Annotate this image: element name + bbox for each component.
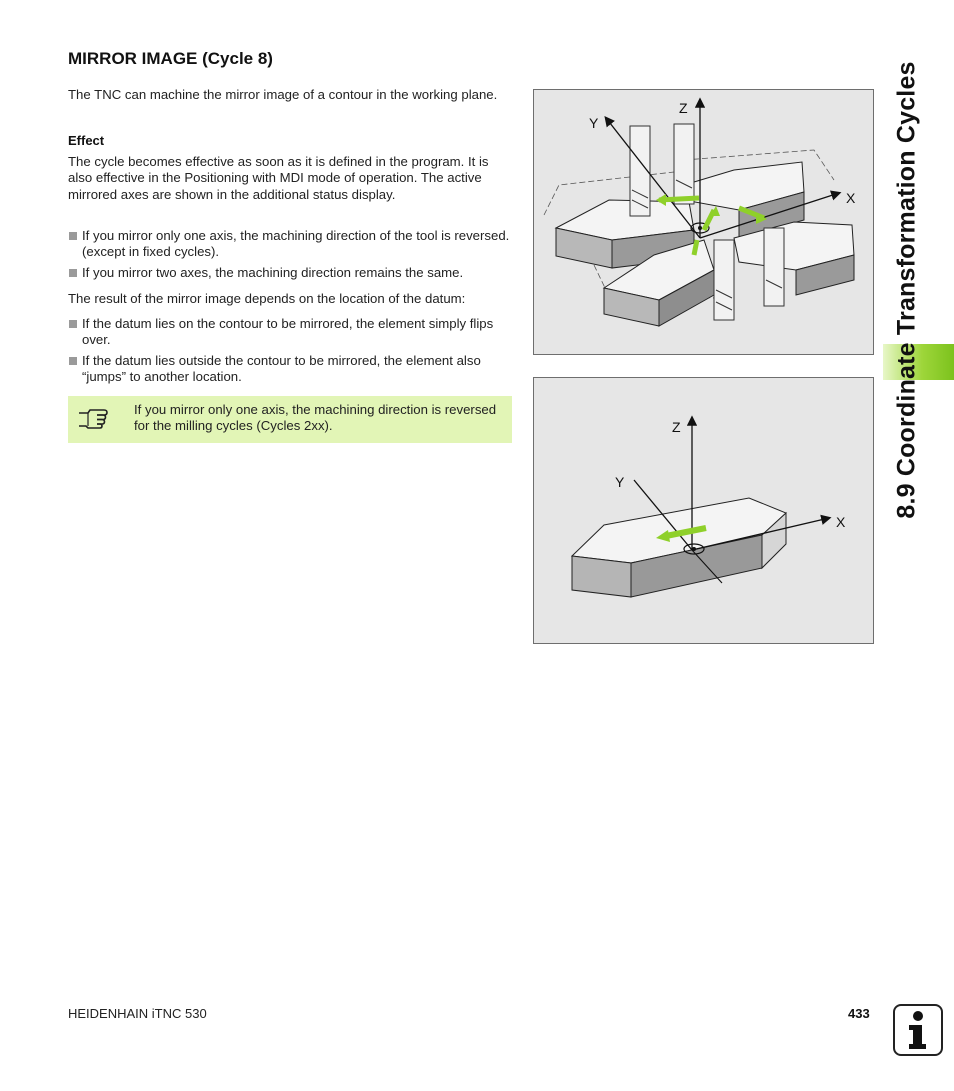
list-item-text: If you mirror only one axis, the machining direction of the tool is reversed. (except in fixed cycles).: [82, 228, 510, 260]
mirror-image-figure-single: [533, 377, 874, 644]
footer-product: HEIDENHAIN iTNC 530: [68, 1006, 207, 1021]
intro-paragraph: The TNC can machine the mirror image of a contour in the working plane.: [68, 87, 498, 102]
list-item-text: If the datum lies on the contour to be mirrored, the element simply flips over.: [82, 316, 494, 348]
list-item: [68, 316, 513, 349]
datum-paragraph: The result of the mirror image depends on the location of the datum:: [68, 291, 466, 306]
bullet-icon: [69, 320, 77, 328]
bullet-icon: [69, 232, 77, 240]
axis-label-y: Y: [615, 474, 625, 490]
bullet-icon: [69, 269, 77, 277]
list-item-text: If you mirror two axes, the machining direction remains the same.: [82, 265, 464, 280]
mirror-image-figure-four-quadrants: [533, 89, 874, 355]
axis-label-z: Z: [672, 419, 681, 435]
hand-pointer-icon: [77, 404, 109, 435]
axis-label-y: Y: [589, 115, 599, 131]
list-item: [68, 353, 513, 386]
page-number: 433: [848, 1006, 870, 1021]
axis-label-x: X: [846, 190, 856, 206]
page-title: MIRROR IMAGE (Cycle 8): [68, 49, 273, 68]
list-item-text: If the datum lies outside the contour to be mirrored, the element also “jumps” to another location.: [82, 353, 481, 385]
note-box: [68, 396, 512, 443]
effect-heading: Effect: [68, 133, 105, 148]
bullet-icon: [69, 357, 77, 365]
info-icon: [893, 1004, 943, 1056]
list-item: [68, 228, 513, 261]
chapter-side-title: 8.9 Coordinate Transformation Cycles: [892, 61, 921, 519]
effect-paragraph: The cycle becomes effective as soon as it is defined in the program. It is also effective in the Positioning with MDI mode of operation. The active mirrored axes are shown in the additional status display.: [68, 154, 489, 202]
list-item: [68, 265, 513, 281]
axis-label-z: Z: [679, 100, 688, 116]
note-text: If you mirror only one axis, the machining direction is reversed for the milling cycles (Cycles 2xx).: [134, 402, 497, 434]
axis-label-x: X: [836, 514, 846, 530]
